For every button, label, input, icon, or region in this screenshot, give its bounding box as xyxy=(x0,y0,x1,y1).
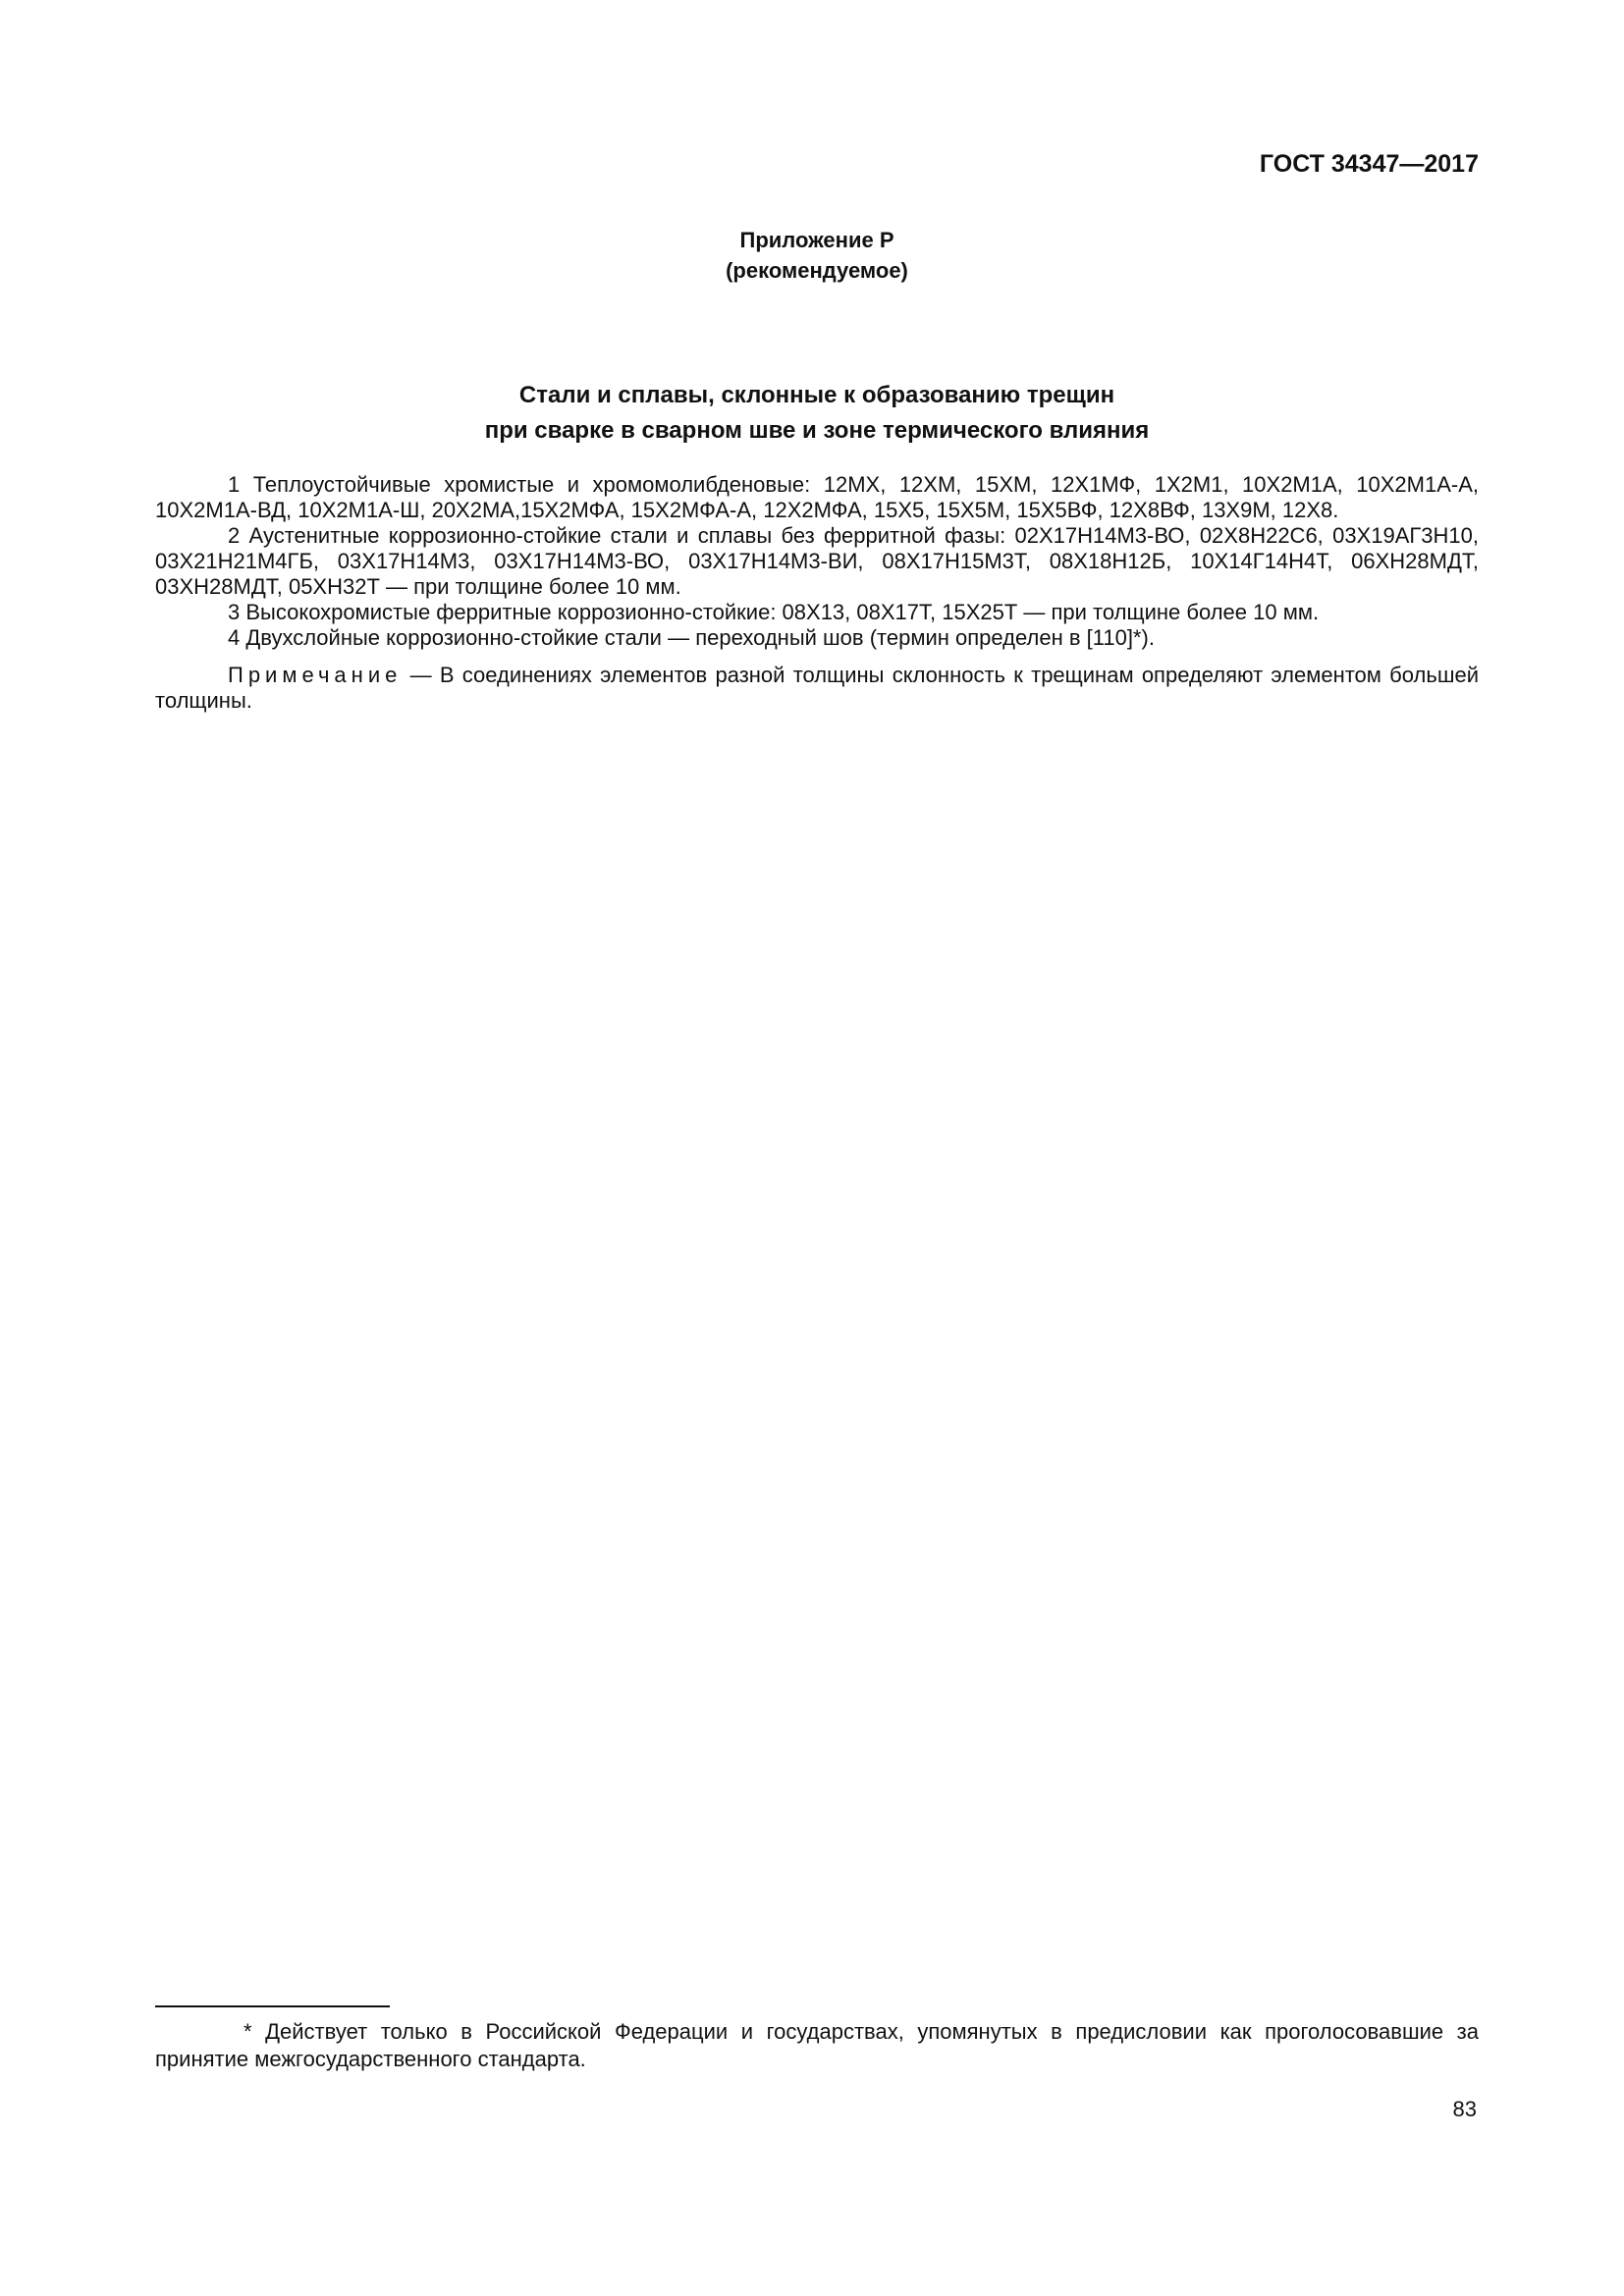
document-body xyxy=(155,472,1479,714)
footnote: * Действует только в Российской Федерации и государствах, упомянутых в предисловии как проголосовавшие за принятие межгосударственного стандарта. xyxy=(155,2019,1479,2071)
document-number: ГОСТ 34347—2017 xyxy=(1259,150,1479,178)
annex-status: (рекомендуемое) xyxy=(726,258,908,283)
note xyxy=(155,663,1479,714)
footnote-divider xyxy=(155,2005,390,2007)
note-text: — В соединениях элементов разной толщины склонность к трещинам определяют элементом большей толщины. xyxy=(155,663,1479,713)
list-item: 4 Двухслойные коррозионно-стойкие стали — переходный шов (термин определен в [110]*). xyxy=(228,625,1155,650)
page-number: 83 xyxy=(1452,2097,1477,2121)
annex-label: Приложение Р xyxy=(739,228,894,252)
list-item: 3 Высокохромистые ферритные коррозионно-стойкие: 08Х13, 08Х17Т, 15Х25Т — при толщине более 10 мм. xyxy=(228,600,1320,624)
title-line-1: Стали и сплавы, склонные к образованию трещин xyxy=(518,382,1115,408)
list-item: 1 Теплоустойчивые хромистые и хромомолибденовые: 12МХ, 12ХМ, 15ХМ, 12Х1МФ, 1Х2М1, 10Х2М1А, 10Х2М1А-А, 10Х2М1А-ВД, 10Х2М1А-Ш, 20Х2МА,15Х2МФА, 15Х2МФА-А, 12Х2МФА, 15Х5, 15Х5М, 15Х5ВФ, 12Х8ВФ, 13Х9М, 12Х8. xyxy=(155,472,1479,522)
annex-heading xyxy=(155,225,1479,286)
title-line-2: при сварке в сварном шве и зоне термического влияния xyxy=(484,417,1150,444)
note-label: Примечание xyxy=(228,663,403,687)
section-title xyxy=(155,378,1479,449)
list-item: 2 Аустенитные коррозионно-стойкие стали и сплавы без ферритной фазы: 02Х17Н14М3-ВО, 02Х8Н22С6, 03Х19АГ3Н10, 03Х21Н21М4ГБ, 03Х17Н14М3, 03Х17Н14М3-ВО, 03Х17Н14М3-ВИ, 08Х17Н15М3Т, 08Х18Н12Б, 10Х14Г14Н4Т, 06ХН28МДТ, 03ХН28МДТ, 05ХН32Т — при толщине более 10 мм. xyxy=(155,523,1479,599)
